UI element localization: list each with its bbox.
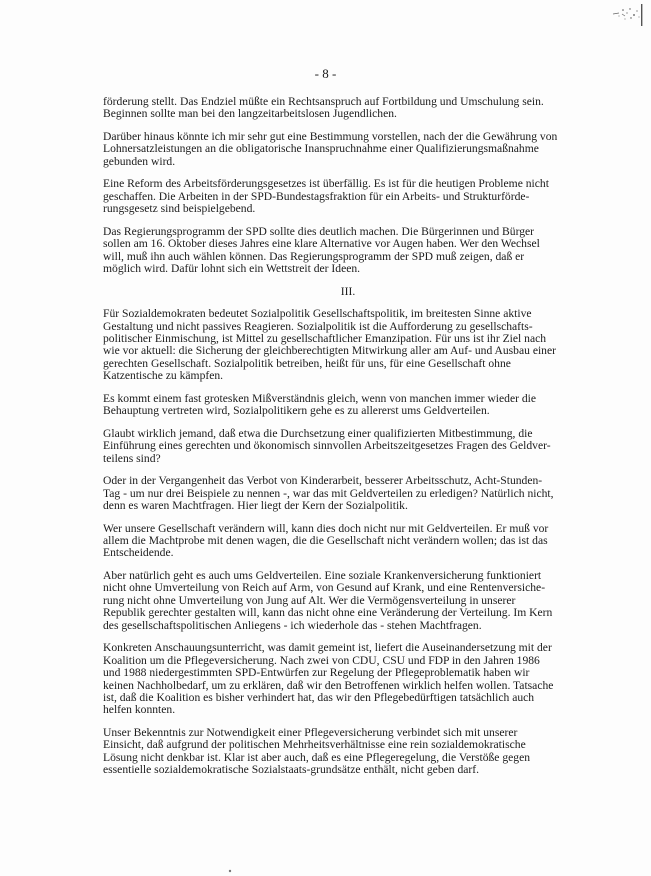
text-line: allem die Machtprobe mit denen wagen, die die Gesellschaft nicht verändern wollen; das ist das: [103, 534, 548, 548]
paragraph: [103, 226, 593, 276]
section-heading: III.: [340, 284, 356, 298]
scan-noise-mark: [589, 4, 643, 26]
text-line: Lösung nicht denkbar ist. Klar ist aber auch, daß es eine Pflegeregelung, die Verstöße gegen: [103, 750, 531, 764]
text-line: gebunden wird.: [103, 154, 176, 168]
text-line: des gesellschaftspolitischen Anliegens - ich wiederhole das - stehen Machtfragen.: [103, 618, 482, 632]
scan-dot-mark: [226, 868, 234, 874]
text-line: teilens sind?: [103, 451, 161, 465]
paragraph: [103, 428, 593, 465]
text-line: wie vor aktuell: die Sicherung der gleichberechtigten Mitwirkung aller am Auf- und Ausbau einer: [103, 344, 556, 358]
text-line: Glaubt wirklich jemand, daß etwa die Durchsetzung einer qualifizierten Mitbestimmung, die: [103, 426, 533, 440]
text-line: förderung stellt. Das Endziel müßte ein Rechtsanspruch auf Fortbildung und Umschulung sein.: [103, 95, 544, 108]
page-number: - 8 -: [314, 66, 337, 81]
text-line: politischer Einmischung, ist Mittel zu gesellschaftlicher Emanzipation. Für uns ist ihr Ziel nach: [103, 332, 547, 346]
text-line: Einsicht, daß aufgrund der politischen Mehrheitsverhältnisse eine rein sozialdemokratische: [103, 738, 526, 752]
text-line: Lohnersatzleistungen an die obligatorische Inanspruchnahme einer Qualifizierungsmaßnahme: [103, 142, 539, 156]
text-line: Beginnen sollte man bei den langzeitarbeitslosen Jugendlichen.: [103, 107, 397, 121]
text-line: Wer unsere Gesellschaft verändern will, kann dies doch nicht nur mit Geldverteilen. Er muß vor: [103, 521, 549, 535]
paragraph: [103, 393, 593, 418]
text-line: Es kommt einem fast grotesken Mißverständnis gleich, wenn von manchen immer wieder die: [103, 391, 537, 405]
text-line: möglich wird. Dafür lohnt sich ein Wettstreit der Ideen.: [103, 262, 361, 276]
paragraph: [103, 523, 593, 560]
text-line: keinen Nachholbedarf, um zu erklären, daß wir den Betroffenen wirklich helfen wollen. Tatsache: [103, 678, 554, 692]
text-line: Behauptung vertreten wird, Sozialpolitikern gehe es zu allererst ums Geldverteilen.: [103, 404, 490, 418]
text-line: Republik gerechter gestalten will, kann das nicht ohne eine Veränderung der Verteilung. Im Kern: [103, 606, 553, 620]
text-line: will, muß ihn auch wählen können. Das Regierungsprogramm der SPD muß zeigen, daß er: [103, 249, 525, 263]
text-line: gerechten Gesellschaft. Sozialpolitik betreiben, heißt für uns, für eine Gesellschaft ohne: [103, 356, 511, 370]
paragraph: [103, 727, 593, 777]
text-line: essentielle sozialdemokratische Sozialstaats-grundsätze enthält, nicht geben darf.: [103, 763, 480, 777]
text-line: helfen konnten.: [103, 703, 176, 717]
paragraphs-before-section: [103, 96, 593, 275]
text-line: geschaffen. Die Arbeiten in der SPD-Bundestagsfraktion für ein Arbeits- und Strukturförde-: [103, 189, 530, 203]
text-line: Koalition um die Pflegeversicherung. Nach zwei von CDU, CSU und FDP in den Jahren 1986: [103, 653, 540, 667]
text-line: Das Regierungsprogramm der SPD sollte dies deutlich machen. Die Bürgerinnen und Bürger: [103, 224, 535, 238]
paragraph: [103, 178, 593, 215]
text-line: Entscheidende.: [103, 546, 174, 560]
text-line: Eine Reform des Arbeitsförderungsgesetzes ist überfällig. Es ist für die heutigen Probleme nicht: [103, 177, 549, 191]
paragraph: [103, 96, 593, 121]
body-text: [103, 96, 593, 787]
text-line: Tag - um nur drei Beispiele zu nennen -, war das mit Geldverteilen zu erledigen? Natürlich nicht,: [103, 486, 554, 500]
paragraphs-after-section: [103, 308, 593, 776]
text-line: Konkreten Anschauungsunterricht, was damit gemeint ist, liefert die Auseinandersetzung mit der: [103, 641, 552, 655]
text-line: nicht ohne Umverteilung von Reich auf Arm, von Gesund auf Krank, und eine Rentenversiche-: [103, 581, 546, 595]
text-line: Unser Bekenntnis zur Notwendigkeit einer Pflegeversicherung verbindet sich mit unserer: [103, 725, 518, 739]
text-line: Aber natürlich geht es auch ums Geldverteilen. Eine soziale Krankenversicherung funktioniert: [103, 569, 542, 583]
paragraph: [103, 131, 593, 168]
text-line: sollen am 16. Oktober dieses Jahres eine klare Alternative vor Augen haben. Wer den Wechsel: [103, 237, 540, 251]
paragraph: [103, 308, 593, 382]
text-line: ist, daß die Koalition es bisher verhindert hat, das wir den Pflegebedürftigen tatsächlich auch: [103, 690, 535, 704]
text-line: Oder in der Vergangenheit das Verbot von Kinderarbeit, besserer Arbeitsschutz, Acht-Stunden-: [103, 474, 543, 488]
text-line: denn es waren Machtfragen. Hier liegt der Kern der Sozialpolitik.: [103, 499, 408, 513]
text-line: Einführung eines gerechten und ökonomisch sinnvollen Arbeitszeitgesetzes Fragen des Geldver-: [103, 439, 551, 453]
paragraph: [103, 642, 593, 716]
text-line: rung nicht ohne Umverteilung von Jung auf Alt. Wer die Vermögensverteilung in unserer: [103, 593, 516, 607]
text-line: Katzentische zu kämpfen.: [103, 369, 224, 383]
text-line: rungsgesetz sind beispielgebend.: [103, 202, 256, 216]
text-line: Darüber hinaus könnte ich mir sehr gut eine Bestimmung vorstellen, nach der die Gewährung von: [103, 130, 558, 143]
text-line: Für Sozialdemokraten bedeutet Sozialpolitik Gesellschaftspolitik, im breitesten Sinne aktive: [103, 307, 532, 321]
paragraph: [103, 475, 593, 512]
paragraph: [103, 570, 593, 632]
text-line: und 1988 niedergestimmten SPD-Entwürfen zur Regelung der Pflegeproblematik haben wir: [103, 666, 530, 680]
text-line: Gestaltung und nicht passives Reagieren. Sozialpolitik ist die Aufforderung zu gesellschafts-: [103, 319, 533, 333]
